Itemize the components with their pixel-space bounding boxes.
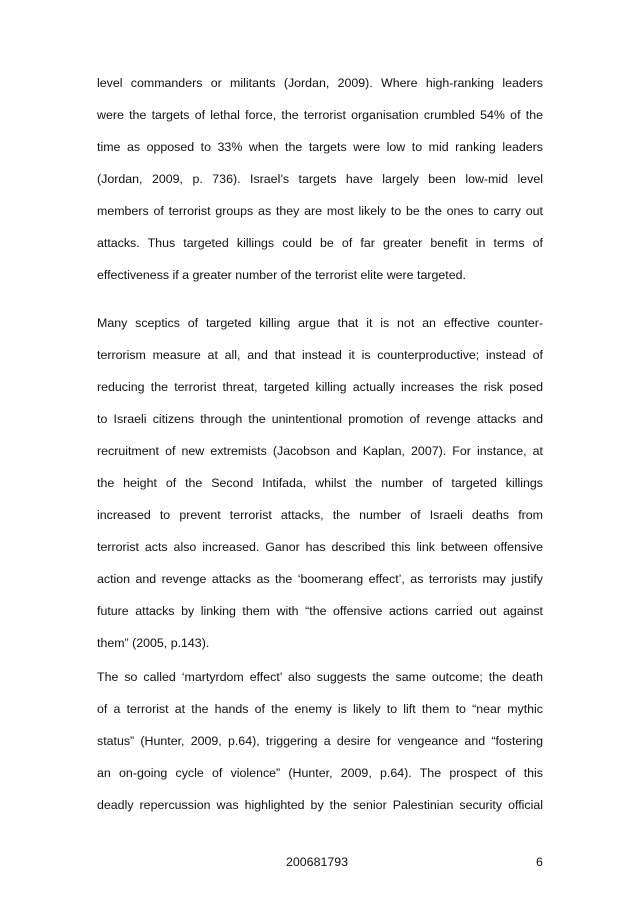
text-line: terrorist acts also increased. Ganor has described this link between offensive	[97, 540, 543, 554]
text-line: The so called ‘martyrdom effect’ also suggests the same outcome; the death	[97, 670, 543, 684]
text-line: of a terrorist at the hands of the enemy is likely to lift them to “near mythic	[97, 702, 543, 716]
text-line: terrorism measure at all, and that instead it is counterproductive; instead of	[97, 348, 543, 362]
text-line: status” (Hunter, 2009, p.64), triggering a desire for vengeance and “fostering	[97, 734, 543, 748]
paragraph-2	[97, 314, 543, 666]
text-line: were the targets of lethal force, the terrorist organisation crumbled 54% of the	[97, 108, 543, 122]
text-line: recruitment of new extremists (Jacobson and Kaplan, 2007). For instance, at	[97, 444, 543, 458]
text-line: the height of the Second Intifada, whilst the number of targeted killings	[97, 476, 543, 490]
text-line: deadly repercussion was highlighted by the senior Palestinian security official	[97, 798, 543, 812]
footer-page-number: 6	[536, 855, 543, 869]
text-line: them” (2005, p.143).	[97, 636, 210, 650]
text-line: effectiveness if a greater number of the terrorist elite were targeted.	[97, 268, 466, 282]
text-line: future attacks by linking them with “the offensive actions carried out against	[97, 604, 543, 618]
text-line: action and revenge attacks as the ‘boomerang effect’, as terrorists may justify	[97, 572, 543, 586]
text-line: reducing the terrorist threat, targeted killing actually increases the risk posed	[97, 380, 543, 394]
text-line: (Jordan, 2009, p. 736). Israel’s targets have largely been low-mid level	[97, 172, 543, 186]
text-line: an on-going cycle of violence” (Hunter, 2009, p.64). The prospect of this	[97, 766, 543, 780]
text-line: increased to prevent terrorist attacks, the number of Israeli deaths from	[97, 508, 543, 522]
text-line: level commanders or militants (Jordan, 2009). Where high-ranking leaders	[97, 76, 543, 90]
text-line: members of terrorist groups as they are most likely to be the ones to carry out	[97, 204, 543, 218]
paragraph-1	[97, 74, 543, 298]
text-line: time as opposed to 33% when the targets were low to mid ranking leaders	[97, 140, 543, 154]
text-line: attacks. Thus targeted killings could be of far greater benefit in terms of	[97, 236, 543, 250]
text-line: to Israeli citizens through the unintentional promotion of revenge attacks and	[97, 412, 543, 426]
footer-student-id: 200681793	[286, 855, 349, 869]
paragraph-3	[97, 668, 543, 828]
text-line: Many sceptics of targeted killing argue that it is not an effective counter-	[97, 316, 543, 330]
